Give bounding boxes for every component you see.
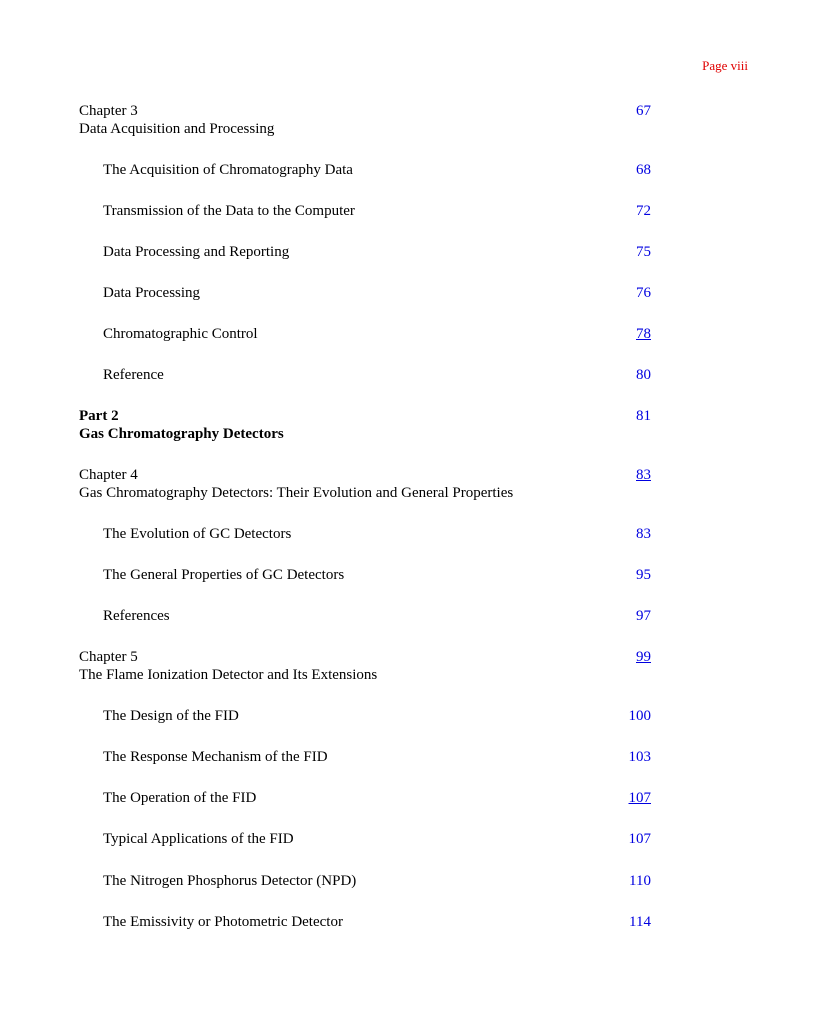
chapter-heading <box>79 466 513 502</box>
section-title: Typical Applications of the FID <box>103 831 294 847</box>
page-number-link[interactable]: 76 <box>636 285 651 301</box>
section-title: Data Processing <box>103 285 201 301</box>
page-number-link[interactable]: 103 <box>628 749 651 765</box>
chapter-title: Data Acquisition and Processing <box>79 121 275 137</box>
section-title: Chromatographic Control <box>103 326 258 342</box>
page-number-link[interactable]: 107 <box>628 831 651 847</box>
section-title: The Acquisition of Chromatography Data <box>103 162 353 178</box>
page-number-link[interactable]: 99 <box>636 649 651 665</box>
chapter-heading <box>79 648 377 684</box>
section-title: The Design of the FID <box>103 708 239 724</box>
part-title: Gas Chromatography Detectors <box>79 426 284 442</box>
page-number-link[interactable]: 72 <box>636 203 651 219</box>
page-number-link[interactable]: 95 <box>636 567 651 583</box>
page-label: Page viii <box>702 58 748 73</box>
page-number-link[interactable]: 114 <box>629 914 651 930</box>
chapter-heading <box>79 102 274 138</box>
part-number: Part 2 <box>79 408 119 424</box>
page-number-link[interactable]: 75 <box>636 244 651 260</box>
page-number-link[interactable]: 67 <box>636 103 651 119</box>
part-heading <box>79 407 284 443</box>
page-number-link[interactable]: 110 <box>629 873 651 889</box>
section-title: References <box>103 608 170 624</box>
page-number-link[interactable]: 68 <box>636 162 651 178</box>
section-title: Reference <box>103 367 164 383</box>
chapter-title: Gas Chromatography Detectors: Their Evolution and General Properties <box>79 485 514 501</box>
chapter-number: Chapter 3 <box>79 103 138 119</box>
section-title: The Response Mechanism of the FID <box>103 749 328 765</box>
section-title: Data Processing and Reporting <box>103 244 290 260</box>
page-number-link[interactable]: 83 <box>636 467 651 483</box>
page-number-link[interactable]: 107 <box>628 790 651 806</box>
chapter-number: Chapter 5 <box>79 649 138 665</box>
page-number-link[interactable]: 97 <box>636 608 651 624</box>
section-title: Transmission of the Data to the Computer <box>103 203 355 219</box>
section-title: The General Properties of GC Detectors <box>103 567 345 583</box>
section-title: The Evolution of GC Detectors <box>103 526 292 542</box>
section-title: The Emissivity or Photometric Detector <box>103 914 343 930</box>
page-number-link[interactable]: 81 <box>636 408 651 424</box>
page-number-link[interactable]: 78 <box>636 326 651 342</box>
page-number-link[interactable]: 100 <box>628 708 651 724</box>
page-number-link[interactable]: 80 <box>636 367 651 383</box>
section-title: The Nitrogen Phosphorus Detector (NPD) <box>103 873 357 889</box>
section-title: The Operation of the FID <box>103 790 257 806</box>
chapter-number: Chapter 4 <box>79 467 138 483</box>
chapter-title: The Flame Ionization Detector and Its Extensions <box>79 667 378 683</box>
page-number-link[interactable]: 83 <box>636 526 651 542</box>
